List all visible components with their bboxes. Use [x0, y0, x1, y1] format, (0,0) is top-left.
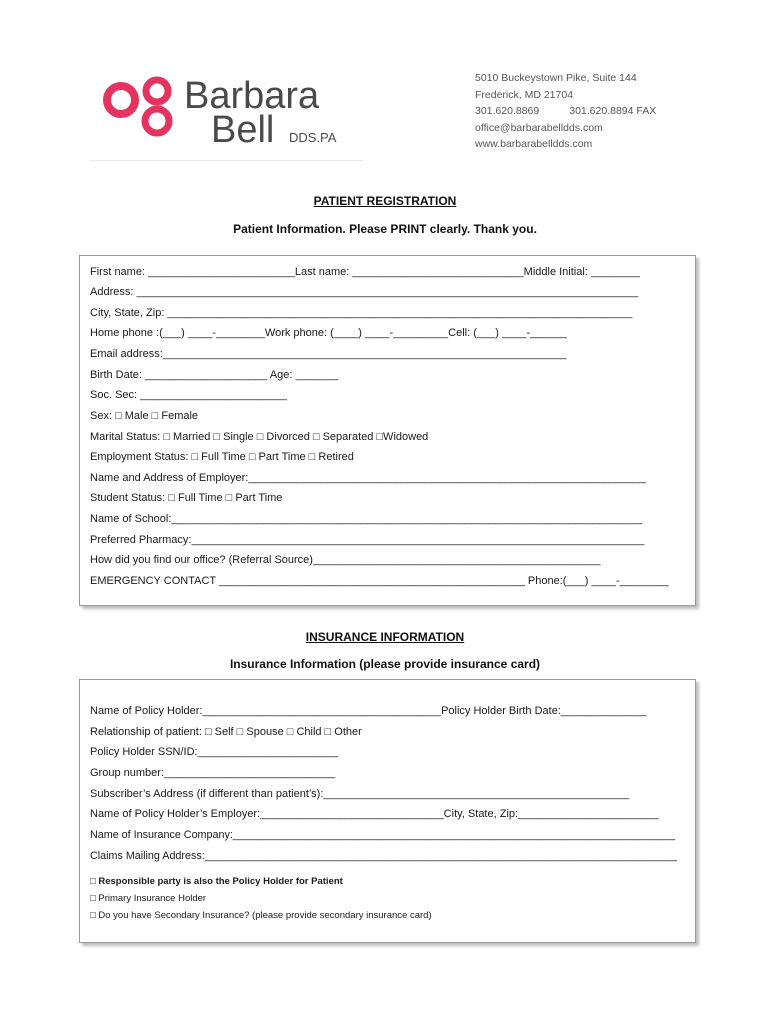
logo-name-line2: Bell — [211, 109, 275, 151]
school-field[interactable]: Name of School:_____________________________________________________________________________ — [90, 513, 643, 525]
relationship-checkboxes[interactable]: Relationship of patient: □ Self □ Spouse □ Child □ Other — [90, 726, 362, 738]
email-field[interactable]: Email address:__________________________________________________________________ — [90, 348, 567, 360]
employment-status-checkboxes[interactable]: Employment Status: □ Full Time □ Part Time □ Retired — [90, 451, 354, 463]
employer-field[interactable]: Name and Address of Employer:_________________________________________________________________ — [90, 472, 647, 484]
claims-address-field[interactable]: Claims Mailing Address:_______________________________________________________________________________ — [90, 850, 678, 862]
address-website: www.barbarabelldds.com — [475, 138, 593, 150]
insurance-subtitle: Insurance Information (please provide insurance card) — [229, 657, 541, 671]
address-city: Frederick, MD 21704 — [475, 88, 574, 101]
sex-checkboxes[interactable]: Sex: □ Male □ Female — [90, 410, 199, 422]
secondary-insurance-checkbox[interactable]: □ Do you have Secondary Insurance? (please provide secondary insurance card) — [90, 910, 432, 921]
practice-logo — [89, 60, 363, 160]
city-state-zip-field[interactable]: City, State, Zip: ____________________________________________________________________________ — [90, 307, 633, 319]
insurance-info-box — [79, 679, 696, 943]
logo-name-line1: Barbara — [184, 75, 320, 117]
insurance-title: INSURANCE INFORMATION — [305, 630, 465, 644]
birth-date-age-field[interactable]: Birth Date: ____________________ Age: _______ — [90, 369, 339, 381]
address-fax: 301.620.8894 FAX — [569, 105, 657, 117]
patient-registration-title: PATIENT REGISTRATION — [313, 194, 457, 208]
address-street: 5010 Buckeystown Pike, Suite 144 — [475, 72, 637, 84]
responsible-party-checkbox[interactable]: □ Responsible party is also the Policy Holder for Patient — [90, 876, 343, 887]
logo-circles-mark — [107, 80, 169, 133]
subscriber-address-field[interactable]: Subscriber’s Address (if different than patient’s):__________________________________________________ — [90, 788, 630, 800]
policy-holder-employer-field[interactable]: Name of Policy Holder’s Employer:______________________________City, State, Zip:_______________________ — [90, 808, 659, 820]
emergency-contact-field[interactable]: EMERGENCY CONTACT __________________________________________________ Phone:(___) ____-________ — [90, 575, 669, 587]
group-number-field[interactable]: Group number:____________________________ — [90, 767, 336, 779]
primary-insurance-checkbox[interactable]: □ Primary Insurance Holder — [90, 893, 207, 904]
practice-address — [475, 70, 656, 153]
insurance-company-field[interactable]: Name of Insurance Company:__________________________________________________________________________ — [90, 829, 676, 841]
policy-holder-ssn-field[interactable]: Policy Holder SSN/ID:_______________________ — [90, 746, 339, 758]
logo-suffix: DDS.PA — [289, 130, 337, 145]
policy-holder-field[interactable]: Name of Policy Holder:_______________________________________Policy Holder Birth Date:______________ — [90, 705, 647, 717]
address-field[interactable]: Address: __________________________________________________________________________________ — [90, 286, 639, 298]
logo-divider — [89, 160, 363, 161]
pharmacy-field[interactable]: Preferred Pharmacy:__________________________________________________________________________ — [90, 534, 645, 546]
address-phones — [475, 103, 656, 120]
address-email: office@barbarabelldds.com — [475, 121, 603, 134]
address-phone: 301.620.8869 — [475, 105, 540, 117]
phone-fields[interactable]: Home phone :(___) ____-________Work phone: (____) ____-_________Cell: (___) ____-______ — [90, 327, 567, 339]
referral-source-field[interactable]: How did you find our office? (Referral Source)_______________________________________________ — [90, 554, 601, 566]
marital-status-checkboxes[interactable]: Marital Status: □ Married □ Single □ Divorced □ Separated □Widowed — [90, 431, 429, 443]
student-status-checkboxes[interactable]: Student Status: □ Full Time □ Part Time — [90, 492, 283, 504]
first-last-name-field[interactable]: First name: ________________________Last name: ____________________________Middle Initial: ________ — [90, 266, 640, 278]
patient-registration-subtitle: Patient Information. Please PRINT clearly. Thank you. — [233, 222, 537, 236]
soc-sec-field[interactable]: Soc. Sec: ________________________ — [90, 389, 287, 401]
patient-info-box — [79, 255, 696, 606]
